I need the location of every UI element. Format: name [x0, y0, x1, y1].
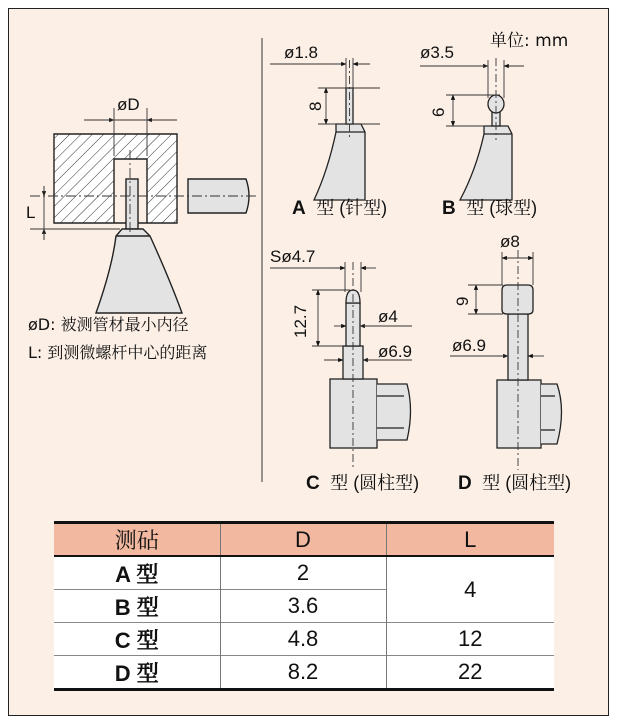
type-d-caption — [458, 473, 571, 494]
type-c-height: 12.7 — [291, 304, 310, 338]
type-a-desc: 型 (针型) — [316, 198, 388, 218]
cell-l: 4 — [386, 556, 554, 623]
od-label: øD — [117, 95, 140, 114]
type-c-caption — [306, 473, 419, 494]
note-l: L: 到测微螺杆中心的距离 — [28, 343, 208, 362]
type-a-caption — [292, 198, 387, 219]
cell-type: C 型 — [54, 623, 220, 656]
header-d: D — [220, 523, 386, 557]
type-b-height: 6 — [429, 107, 448, 117]
type-d-height: 9 — [453, 296, 472, 306]
unit-label: 单位: mm — [490, 31, 569, 51]
type-b-caption — [442, 198, 537, 219]
type-d-desc: 型 (圆柱型) — [482, 473, 572, 493]
note-od: øD: 被测管材最小内径 — [28, 315, 189, 334]
cell-l: 22 — [386, 656, 554, 690]
cell-d: 8.2 — [220, 656, 386, 690]
cell-l: 12 — [386, 623, 554, 656]
type-c-sphere: Sø4.7 — [270, 247, 316, 266]
type-b-dia: ø3.5 — [420, 43, 455, 62]
type-c-anvil — [330, 290, 411, 448]
type-c-desc: 型 (圆柱型) — [330, 473, 420, 493]
type-b-letter: B — [442, 198, 456, 219]
type-a-letter: A — [292, 198, 306, 219]
type-c-dia-body: ø6.9 — [378, 342, 413, 361]
type-d-dia-tip: ø8 — [500, 232, 520, 251]
type-a-dia: ø1.8 — [284, 43, 319, 62]
cell-d: 3.6 — [220, 590, 386, 623]
table-row — [54, 556, 554, 590]
type-a-height: 8 — [306, 101, 325, 111]
pipe-section-drawing — [54, 134, 249, 313]
l-label: L — [26, 203, 36, 222]
cell-d: 2 — [220, 556, 386, 590]
table-header-row — [54, 523, 554, 557]
cell-type: B 型 — [54, 590, 220, 623]
type-d-dia-body: ø6.9 — [452, 336, 487, 355]
type-d-anvil — [497, 285, 562, 448]
cell-d: 4.8 — [220, 623, 386, 656]
anvil-spec-table — [54, 521, 554, 691]
table-row — [54, 623, 554, 656]
cell-type: A 型 — [54, 556, 220, 590]
type-b-desc: 型 (球型) — [466, 198, 538, 218]
type-b-anvil — [460, 95, 512, 200]
header-l: L — [386, 523, 554, 557]
type-c-dia-tip: ø4 — [378, 307, 398, 326]
type-d-letter: D — [458, 473, 472, 494]
cell-type: D 型 — [54, 656, 220, 690]
header-anvil: 测砧 — [54, 523, 220, 557]
type-c-letter: C — [306, 473, 320, 494]
table-row — [54, 656, 554, 690]
